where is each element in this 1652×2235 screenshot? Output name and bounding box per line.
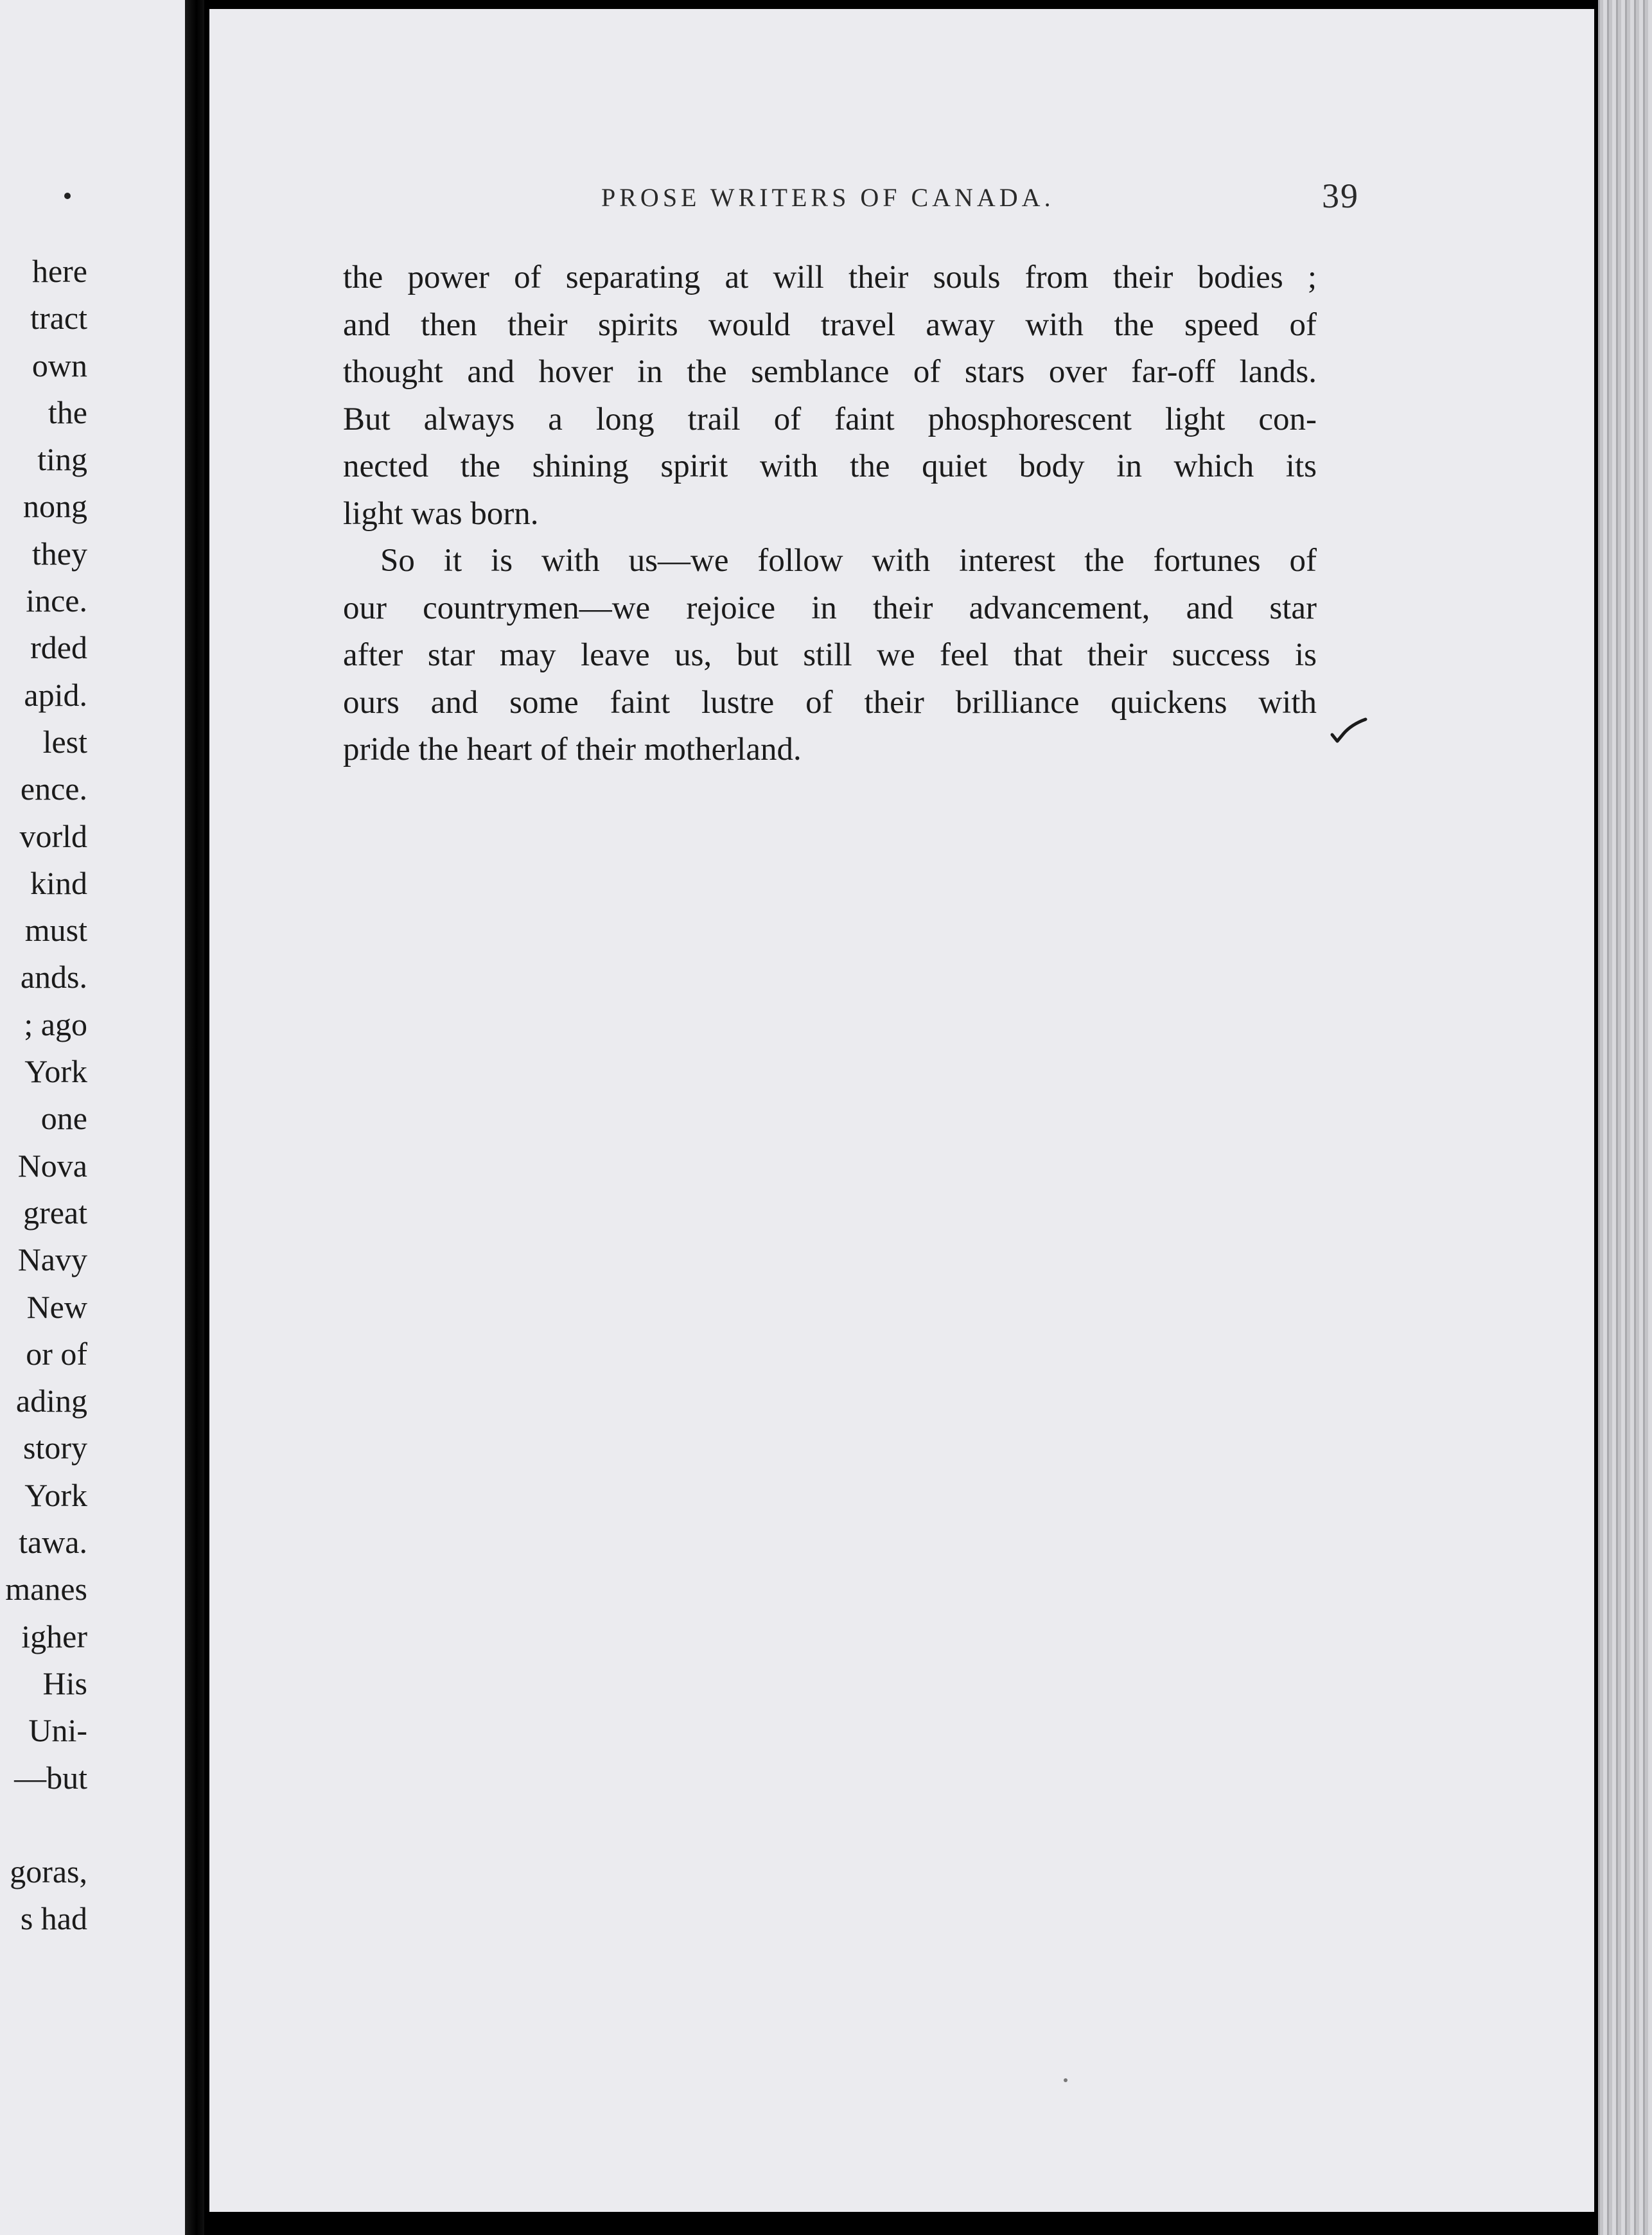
left-line: own <box>31 347 87 383</box>
text-line: and then their spirits would travel away with the speed of <box>343 306 1317 343</box>
left-line: Navy <box>17 1241 87 1278</box>
left-line: His <box>42 1665 87 1701</box>
page-edge-shadow <box>1594 0 1598 2235</box>
text-line: pride the heart of their motherland. <box>343 732 802 767</box>
body-text <box>343 254 1317 774</box>
left-line: ading <box>15 1383 87 1419</box>
left-line: York <box>24 1053 87 1090</box>
text-line: But always a long trail of faint phosphorescent light con- <box>343 401 1317 437</box>
text-line: nected the shining spirit with the quiet body in which its <box>343 448 1317 484</box>
left-line: igher <box>21 1618 87 1654</box>
left-line: must <box>24 912 87 949</box>
left-line: great <box>23 1194 87 1231</box>
left-line: ; ago <box>24 1006 87 1042</box>
left-line: here <box>31 253 87 289</box>
running-head <box>396 177 1359 225</box>
left-line: goras, <box>10 1854 87 1890</box>
text-line: thought and hover in the semblance of stars over far-off lands. <box>343 354 1317 390</box>
left-line: New <box>26 1288 87 1325</box>
left-line: York <box>24 1477 87 1513</box>
left-line: tract <box>30 300 87 337</box>
left-line: nong <box>23 488 87 525</box>
left-line: Nova <box>17 1147 87 1184</box>
text-line: ours and some faint lustre of their brilliance quickens with <box>343 684 1317 721</box>
left-line: one <box>40 1100 87 1137</box>
left-line: they <box>31 535 87 572</box>
text-line: our countrymen—we rejoice in their advancement, and star <box>343 590 1317 626</box>
left-line: s had <box>20 1900 87 1937</box>
left-line: vorld <box>19 818 87 854</box>
left-line-blank <box>5 1801 87 1848</box>
left-page-dot <box>64 193 71 199</box>
left-page-line-endings <box>5 248 87 1943</box>
left-line: story <box>23 1430 87 1466</box>
left-facing-page <box>0 0 185 2235</box>
running-title: PROSE WRITERS OF CANADA. <box>601 183 1055 212</box>
left-line: ting <box>37 441 87 478</box>
check-mark-icon <box>1330 714 1368 746</box>
speck-mark <box>1064 2078 1068 2082</box>
left-line: the <box>48 394 87 430</box>
text-line: after star may leave us, but still we feel that their success is <box>343 637 1317 673</box>
text-line: light was born. <box>343 495 539 532</box>
text-line: So it is with us—we follow with interest the fortunes of <box>380 543 1317 579</box>
paragraph-2 <box>343 538 1317 774</box>
left-line: apid. <box>24 676 87 713</box>
text-line: the power of separating at will their souls from their bodies ; <box>343 259 1317 295</box>
left-line: tawa. <box>19 1524 87 1561</box>
left-line: ands. <box>20 959 87 995</box>
left-line: kind <box>30 864 87 901</box>
left-line: or of <box>26 1335 87 1372</box>
left-line: ince. <box>26 583 87 619</box>
left-line: Uni- <box>28 1712 87 1749</box>
book-gutter <box>185 0 204 2235</box>
left-line: ence. <box>20 771 87 807</box>
left-line: manes <box>5 1571 87 1608</box>
paragraph-1 <box>343 254 1317 538</box>
left-line: rded <box>30 629 87 666</box>
page-edges <box>1594 0 1652 2235</box>
page-number: 39 <box>1322 177 1359 215</box>
left-line: lest <box>42 723 87 760</box>
left-line: —but <box>14 1759 87 1796</box>
